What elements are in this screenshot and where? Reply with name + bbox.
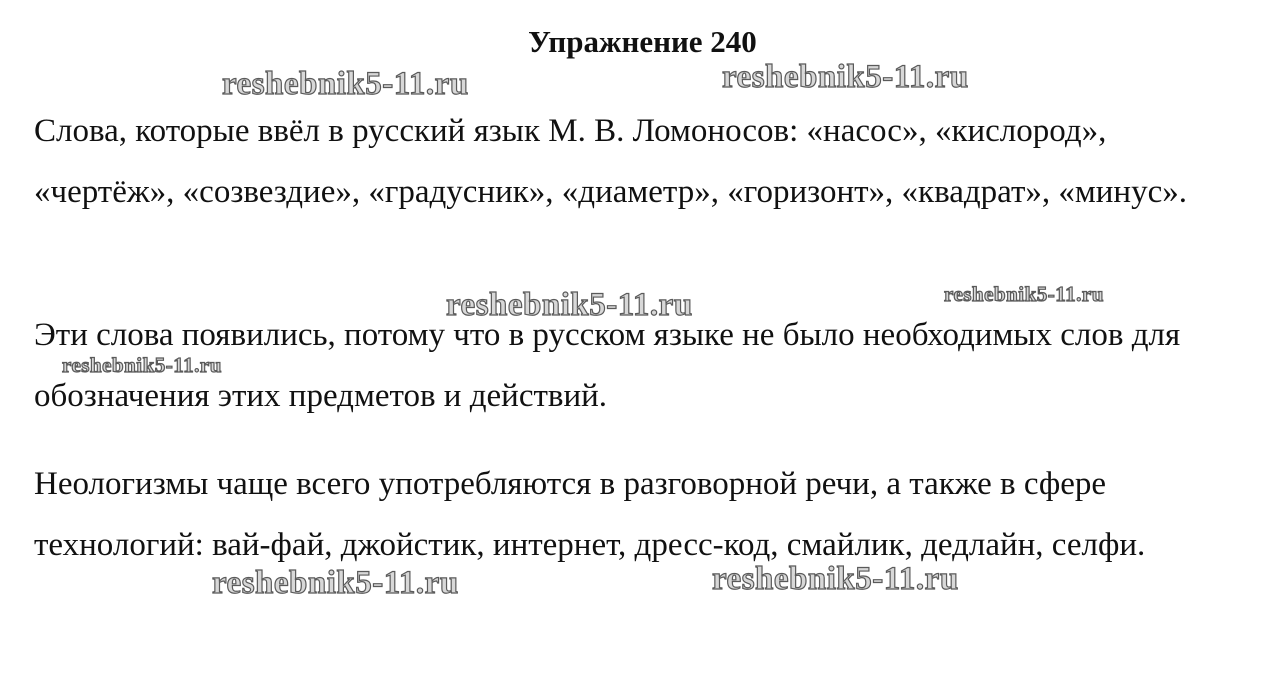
watermark: reshebnik5-11.ru (222, 66, 469, 102)
paragraph-reason: Эти слова появились, потому что в русском языке не было необходимых слов для обозначения этих предметов и действий. (34, 317, 1181, 414)
watermark: reshebnik5-11.ru (712, 561, 959, 597)
watermark: reshebnik5-11.ru (446, 287, 693, 323)
watermark: reshebnik5-11.ru (212, 565, 459, 601)
paragraph-lomonosov-words: Слова, которые ввёл в русский язык М. В. Ломоносов: «насос», «кислород», «чертёж», «созвездие», «градусник», «диаметр», «горизонт», «квадрат», «минус». (34, 113, 1187, 210)
watermark: reshebnik5-11.ru (62, 353, 222, 377)
watermark: reshebnik5-11.ru (722, 59, 969, 95)
exercise-title: Упражнение 240 (528, 24, 757, 59)
paragraph-neologisms: Неологизмы чаще всего употребляются в разговорной речи, а также в сфере технологий: вай-фай, джойстик, интернет, дресс-код, смайлик, дедлайн, селфи. (34, 466, 1146, 563)
watermark: reshebnik5-11.ru (944, 282, 1104, 306)
